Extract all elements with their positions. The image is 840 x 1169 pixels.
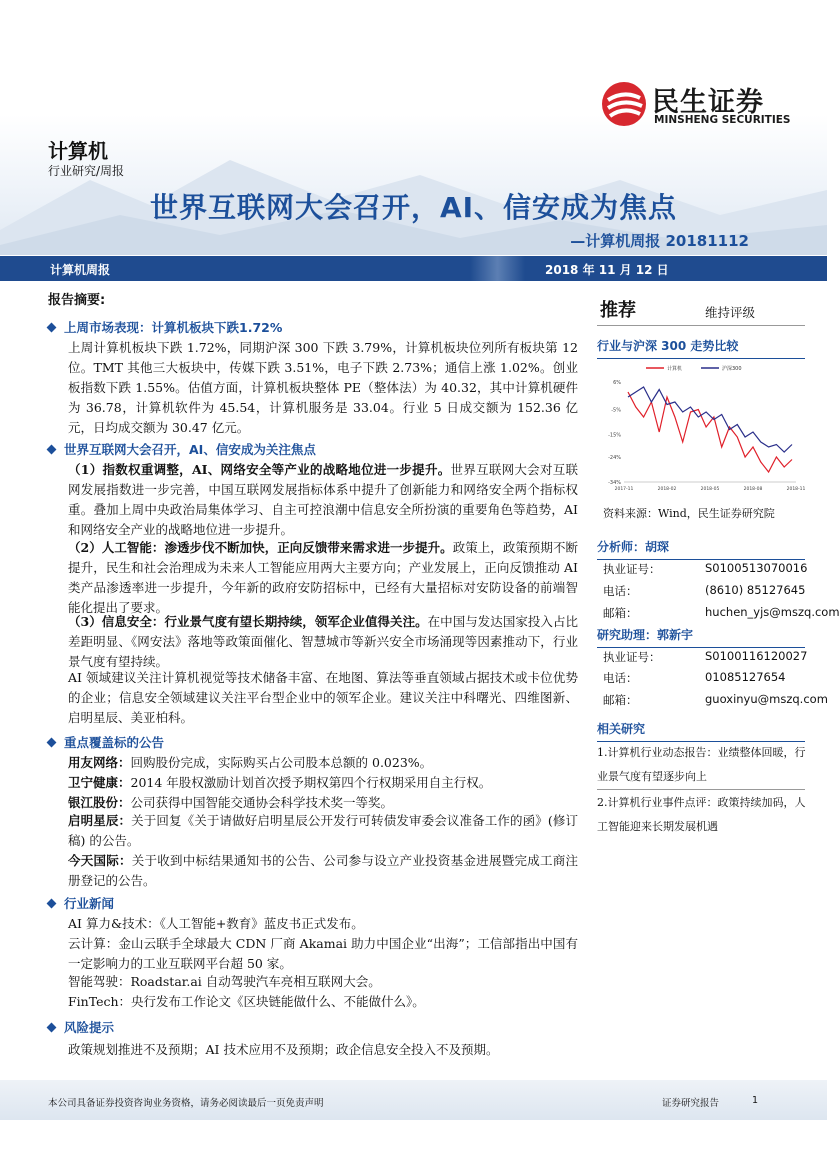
paragraph: 上周计算机板块下跌 1.72%，同期沪深 300 下跌 3.79%，计算机板块位列所有板块第 12 位。TMT 其他三大板块中，传媒下跌 3.51%，电子下跌 2.73%；通信上涨 1.02%。创业板指数下跌 1.55%。估值方面，计算机板块整体 PE（整体法）为 40.32，其中计算机硬件为 36.78，计算机软件为 45.54，计算机服务是 33.04。行业 5 日成交额为 152.36 亿元，日均成交额为 30.47 亿元。: [68, 340, 578, 435]
trend-chart: [598, 360, 806, 493]
assistant-phone-label: 电话：: [603, 671, 638, 685]
chart-heading: 行业与沪深 300 走势比较: [597, 337, 805, 359]
paragraph-text: 在中国与发达国家投入占比差距明显、《网安法》落地等政策面催化、智慧城市等新兴安全市场涌现等因素推动下，行业景气度有望持续。: [68, 614, 578, 669]
divider: [597, 325, 805, 326]
paragraph: [68, 460, 578, 540]
paragraph-text: AI 领域建议关注计算机视觉等技术储备丰富、在地图、算法等垂直领域占据技术或卡位优势的企业；信息安全领域建议关注平台型企业中的领军企业。建议关注中科曙光、四维图新、启明星辰、美亚柏科。: [68, 670, 578, 725]
paragraph: 云计算：金山云联手全球最大 CDN 厂商 Akamai 助力中国企业“出海”；工信部指出中国有一定影响力的工业互联网平台超 50 家。: [68, 936, 578, 971]
y-tick-label: -24%: [608, 455, 621, 461]
paragraph-text: 关于回复《关于请做好启明星辰公开发行可转债发审委会议准备工作的函》(修订稿) 的公告。: [68, 813, 578, 848]
logo-name-en: MINSHENG SECURITIES: [654, 114, 791, 126]
paragraph-lead: （2）人工智能：渗透步伐不断加快，正向反馈带来需求进一步提升。: [68, 540, 453, 555]
paragraph-lead: 启明星辰：: [68, 813, 132, 828]
divider: [597, 789, 805, 790]
page-number: 1: [752, 1095, 759, 1106]
paragraph: [68, 793, 578, 813]
paragraph-lead: （3）信息安全：行业景气度有望长期持续，领军企业值得关注。: [68, 614, 428, 629]
section-heading-text: 上周市场表现：计算机板块下跌1.72%: [64, 320, 283, 335]
diamond-bullet-icon: [47, 738, 57, 748]
paragraph: FinTech：央行发布工作论文《区块链能做什么、不能做什么》。: [68, 994, 425, 1009]
diamond-bullet-icon: [47, 1023, 57, 1033]
section-heading: [48, 894, 114, 912]
diamond-bullet-icon: [47, 445, 57, 455]
paragraph-lead: （1）指数权重调整，AI、网络安全等产业的战略地位进一步提升。: [68, 462, 451, 477]
paragraph-text: 关于收到中标结果通知书的公告、公司参与设立产业投资基金进展暨完成工商注册登记的公告。: [68, 853, 578, 888]
assistant-phone-value: 01085127654: [705, 670, 786, 684]
x-tick-label: 2018-02: [657, 487, 677, 492]
related-item[interactable]: 1.计算机行业动态报告：业绩整体回暖，行业景气度有望逐步向上: [597, 746, 806, 783]
assistant-heading: 研究助理：郭新宇: [597, 626, 805, 648]
section-heading-text: 行业新闻: [64, 896, 115, 911]
paragraph: AI 算力&技术：《人工智能+教育》蓝皮书正式发布。: [68, 916, 364, 931]
y-tick-label: -34%: [608, 480, 621, 486]
paragraph-lead: 用友网络：: [68, 755, 131, 770]
section-heading-text: 重点覆盖标的公告: [64, 735, 165, 750]
chart-background: [598, 360, 803, 493]
chart-source: 资料来源：Wind，民生证券研究院: [603, 507, 775, 520]
diamond-bullet-icon: [47, 899, 57, 909]
paragraph-text: 世界互联网大会对互联网发展指数进一步完善，中国互联网发展指标体系中提升了创新能力和网络安全两个指标权重。叠加上周中央政治局集体学习、自主可控浪潮中信息安全所扮演的重要角色等趋势，AI 和网络安全产业的战略地位进一步提升。: [68, 462, 578, 537]
paragraph: [68, 773, 578, 793]
logo-mark-icon: [600, 80, 650, 128]
rating-label: 推荐: [600, 300, 636, 321]
paragraph-lead: 银江股份：: [68, 795, 131, 810]
section-heading-text: 风险提示: [64, 1020, 115, 1035]
analyst-license-label: 执业证号：: [603, 562, 661, 576]
paragraph: [68, 612, 578, 672]
logo-name-cn: 民生证券: [652, 87, 764, 118]
paragraph-text: 2014 年股权激励计划首次授予期权第四个行权期采用自主行权。: [130, 775, 492, 790]
band-report-name: 计算机周报: [50, 263, 111, 277]
assistant-email-label: 邮箱：: [603, 693, 638, 707]
footer-disclaimer: 本公司具备证券投资咨询业务资格，请务必阅读最后一页免责声明: [48, 1098, 324, 1109]
header-band: [0, 256, 827, 281]
x-tick-label: 2018-08: [743, 487, 763, 492]
assistant-license-value: S0100116120027: [705, 649, 808, 663]
section-heading: [48, 318, 282, 336]
section-heading: [48, 440, 316, 458]
section-heading: [48, 1018, 114, 1036]
paragraph-text: 回购股份完成，实际购买占公司股本总额的 0.023%。: [130, 755, 433, 770]
x-tick-label: 2018-05: [700, 487, 720, 492]
y-tick-label: -15%: [608, 432, 621, 439]
x-tick-label: 2017-11: [614, 487, 634, 492]
document-type: 行业研究/周报: [48, 164, 125, 178]
paragraph: [68, 538, 578, 618]
report-subtitle: —计算机周报 20181112: [570, 232, 749, 250]
paragraph: [68, 811, 578, 851]
paragraph: [68, 753, 578, 773]
paragraph: [68, 668, 578, 728]
analyst-phone-value: (8610) 85127645: [705, 583, 806, 597]
legend-label: 计算机: [667, 366, 683, 372]
related-item[interactable]: 2.计算机行业事件点评：政策持续加码，人工智能迎来长期发展机遇: [597, 796, 806, 833]
brand-logo: [600, 80, 800, 128]
y-tick-label: 6%: [613, 380, 621, 386]
paragraph-text: 政策上，政策预期不断提升，民生和社会治理成为未来人工智能应用两大主要方向；产业发展上，正向反馈推动 AI 类产品渗透率进一步提升，今年新的政府安防招标中，已经有大量招标对安防设备的前端智能化提出了要求。: [68, 540, 578, 615]
band-stripe: [470, 256, 525, 281]
paragraph: [68, 851, 578, 891]
paragraph-lead: 卫宁健康：: [68, 775, 131, 790]
analyst-email-label: 邮箱：: [603, 606, 638, 620]
sector-label: 计算机: [48, 139, 108, 163]
paragraph: 政策规划推进不及预期；AI 技术应用不及预期；政企信息安全投入不及预期。: [68, 1042, 499, 1057]
rating-note: 维持评级: [705, 305, 756, 320]
report-title: 世界互联网大会召开，AI、信安成为焦点: [149, 191, 678, 224]
analyst-heading: 分析师：胡琛: [597, 538, 805, 560]
paragraph: 智能驾驶：Roadstar.ai 自动驾驶汽车亮相互联网大会。: [68, 974, 381, 989]
section-heading-text: 世界互联网大会召开，AI、信安成为关注焦点: [64, 442, 316, 457]
diamond-bullet-icon: [47, 323, 57, 333]
paragraph-lead: 今天国际：: [68, 853, 132, 868]
analyst-license-value: S0100513070016: [705, 561, 808, 575]
legend-label: 沪深300: [722, 366, 742, 372]
x-tick-label: 2018-11: [786, 487, 806, 492]
related-heading: 相关研究: [597, 720, 805, 742]
assistant-license-label: 执业证号：: [603, 650, 661, 664]
summary-title: 报告摘要:: [48, 293, 106, 308]
assistant-email-value[interactable]: guoxinyu@mszq.com: [705, 692, 828, 706]
analyst-phone-label: 电话：: [603, 584, 638, 598]
analyst-email-value[interactable]: huchen_yjs@mszq.com: [705, 605, 840, 619]
section-heading: [48, 733, 164, 751]
footer-label: 证券研究报告: [662, 1098, 720, 1109]
band-date: 2018 年 11 月 12 日: [545, 263, 669, 277]
y-tick-label: -5%: [611, 407, 621, 414]
paragraph-text: 公司获得中国智能交通协会科学技术奖一等奖。: [130, 795, 394, 810]
